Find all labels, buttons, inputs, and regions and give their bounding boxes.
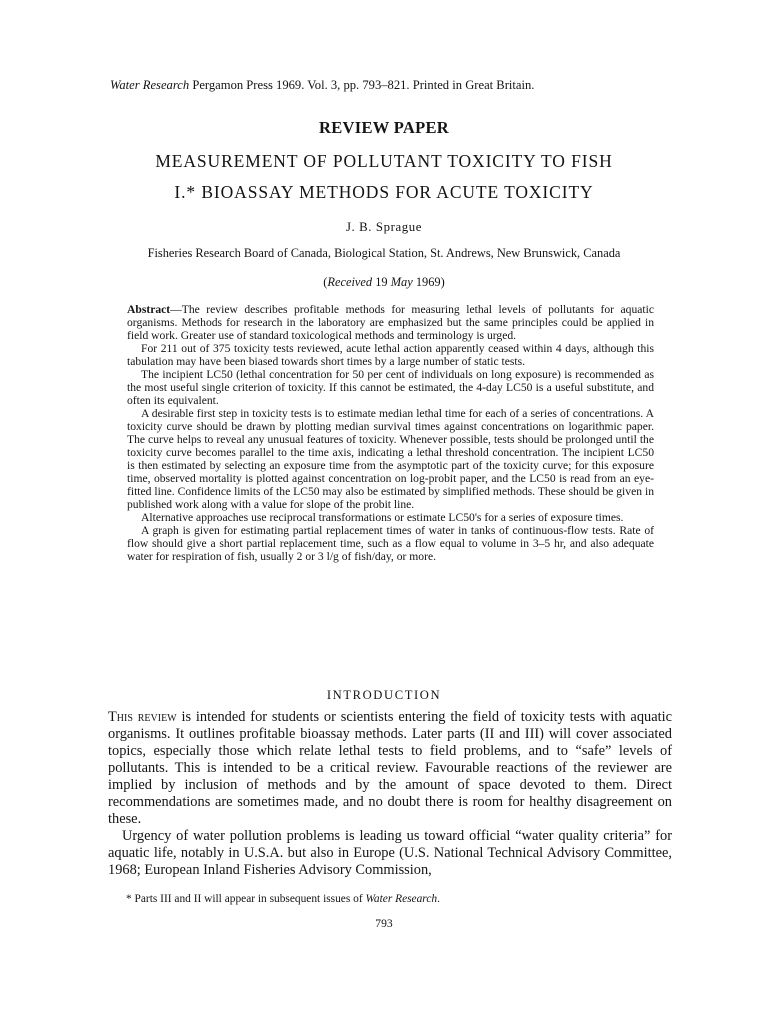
- intro-paragraph: This review is intended for students or scientists entering the field of toxicity tests with aquatic organisms. It outlines profitable bioassay methods. Later parts (II and III) will cover associated topics, especially those which relate lethal tests to field problems, and to “safe” levels of pollutants. This is intended to be a critical review. Favourable reactions of the reviewer are implied by inclusion of methods and by the amount of space devoted to them. Direct recommendations are sometimes made, and no doubt there is room for healthy disagreement on these.: [108, 709, 672, 827]
- paper-title-line-1: MEASUREMENT OF POLLUTANT TOXICITY TO FISH: [155, 151, 613, 171]
- abstract-paragraph: The incipient LC50 (lethal concentration for 50 per cent of individuals on long exposure) is recommended as the most useful single criterion of toxicity. If this cannot be estimated, the 4-day LC50 is a useful substitute, and often its equivalent.: [127, 368, 654, 407]
- abstract-paragraph: Abstract—The review describes profitable methods for measuring lethal levels of pollutants for aquatic organisms. Methods for research in the laboratory are emphasized but the same principles could be applied in field work. Greater use of standard toxicological methods and terminology is urged.: [127, 303, 654, 342]
- footnote: * Parts III and II will appear in subsequent issues of Water Research.: [126, 893, 440, 905]
- author-name: J. B. Sprague: [345, 220, 423, 234]
- journal-citation: Pergamon Press 1969. Vol. 3, pp. 793–821. Printed in Great Britain.: [189, 78, 535, 92]
- section-heading-introduction: INTRODUCTION: [326, 688, 442, 702]
- introduction-body: [108, 709, 672, 879]
- review-label: REVIEW PAPER: [319, 118, 449, 137]
- abstract-paragraph: Alternative approaches use reciprocal transformations or estimate LC50's for a series of exposure times.: [141, 511, 624, 524]
- abstract-paragraph: A graph is given for estimating partial replacement times of water in tanks of continuous-flow tests. Rate of flow should give a short partial replacement time, such as a flow equal to volume in 3–5 hr, and also adequate water for respiration of fish, usually 2 or 3 l/g of fish/day, or more.: [127, 524, 654, 563]
- author-affiliation: Fisheries Research Board of Canada, Biological Station, St. Andrews, New Brunswick, Canada: [147, 246, 621, 260]
- received-date: (Received 19 May 1969): [323, 275, 445, 289]
- abstract: [127, 303, 654, 563]
- abstract-lead: Abstract: [127, 303, 171, 316]
- paper-title-line-2: I.* BIOASSAY METHODS FOR ACUTE TOXICITY: [174, 182, 594, 202]
- intro-lead-words: This review: [108, 709, 177, 725]
- intro-paragraph: Urgency of water pollution problems is leading us toward official “water quality criteria” for aquatic life, notably in U.S.A. but also in Europe (U.S. National Technical Advisory Committee, 1968; European Inland Fisheries Advisory Commission,: [108, 828, 672, 878]
- journal-name: Water Research: [110, 78, 190, 92]
- page-number: 793: [375, 917, 393, 930]
- abstract-paragraph: A desirable first step in toxicity tests is to estimate median lethal time for each of a series of concentrations. A toxicity curve should be drawn by plotting median survival times against concentrations on logarithmic paper. The curve helps to reveal any unusual features of toxicity. Whenever possible, tests should be prolonged until the toxicity curve becomes parallel to the time axis, indicating a lethal threshold concentration. The incipient LC50 is then estimated by selecting an exposure time from the asymptotic part of the toxicity curve; for this exposure time, observed mortality is plotted against concentration on log-probit paper, and the LC50 is read from an eye-fitted line. Confidence limits of the LC50 may also be estimated by simplified methods. These should be given in published work along with a value for slope of the probit line.: [127, 407, 654, 511]
- abstract-paragraph: For 211 out of 375 toxicity tests reviewed, acute lethal action apparently ceased within 4 days, although this tabulation may have been biased towards short times by a large number of static tests.: [127, 342, 654, 368]
- journal-header: [110, 78, 534, 93]
